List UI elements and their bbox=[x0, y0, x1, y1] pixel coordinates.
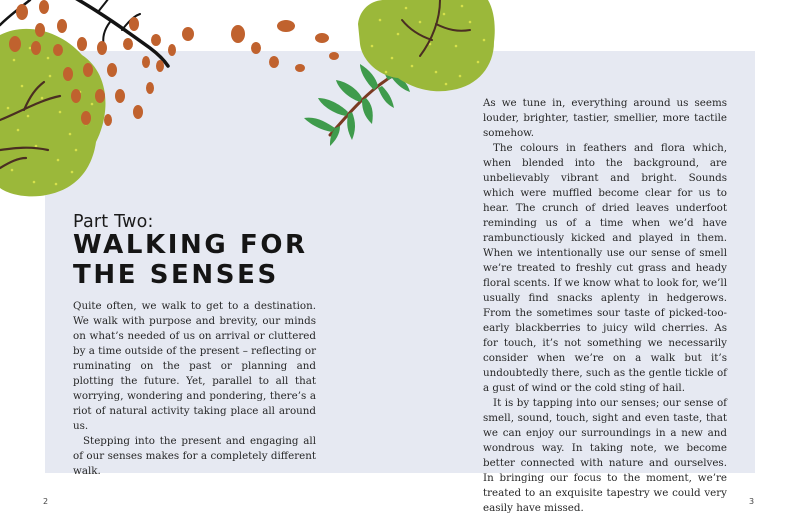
right-column-text bbox=[483, 96, 727, 516]
paragraph: As we tune in, everything around us seems louder, brighter, tastier, smellier, more tactile somehow. bbox=[483, 97, 727, 139]
paragraph: Stepping into the present and engaging all of our senses makes for a completely different walk. bbox=[73, 435, 316, 477]
chapter-title bbox=[73, 230, 403, 290]
paragraph: Quite often, we walk to get to a destination. We walk with purpose and brevity, our minds on what’s needed of us on arrival or cluttered by a time outside of the present – reflecting or ruminating on the past or planning and plotting the future. Yet, parallel to all that worrying, wondering and pondering, there’s a riot of natural activity taking place all around us. bbox=[73, 300, 316, 432]
chapter-title-line-2: THE SENSES bbox=[73, 260, 279, 290]
paragraph: The colours in feathers and flora which, when blended into the background, are unbelievably vibrant and bright. Sounds which were muffled become clear for us to hear. The crunch of dried leaves underfoot reminding us of a time when we’d have rambunctiously kicked and played in them. When we intentionally use our sense of smell we’re treated to freshly cut grass and heady floral scents. If we know what to look for, we’ll usually find snacks aplenty in hedgerows. From the sometimes sour taste of picked-too-early blackberries to juicy wild cherries. As for touch, it’s not something we necessarily consider when we’re on a walk but it’s undoubtedly there, such as the gentle tickle of a gust of wind or the cold sting of hail. bbox=[483, 142, 727, 394]
chapter-title-line-1: WALKING FOR bbox=[73, 230, 308, 260]
page-number-left: 2 bbox=[43, 497, 49, 506]
part-label: Part Two: bbox=[73, 212, 154, 232]
page-number-right: 3 bbox=[749, 497, 755, 506]
left-column-text bbox=[73, 299, 316, 479]
paragraph: It is by tapping into our senses; our sense of smell, sound, touch, sight and even taste, that we can enjoy our surroundings in a new and wondrous way. In taking note, we become better connected with nature and ourselves. In bringing our focus to the moment, we’re treated to an exquisite tapestry we could very easily have missed. bbox=[483, 397, 727, 514]
